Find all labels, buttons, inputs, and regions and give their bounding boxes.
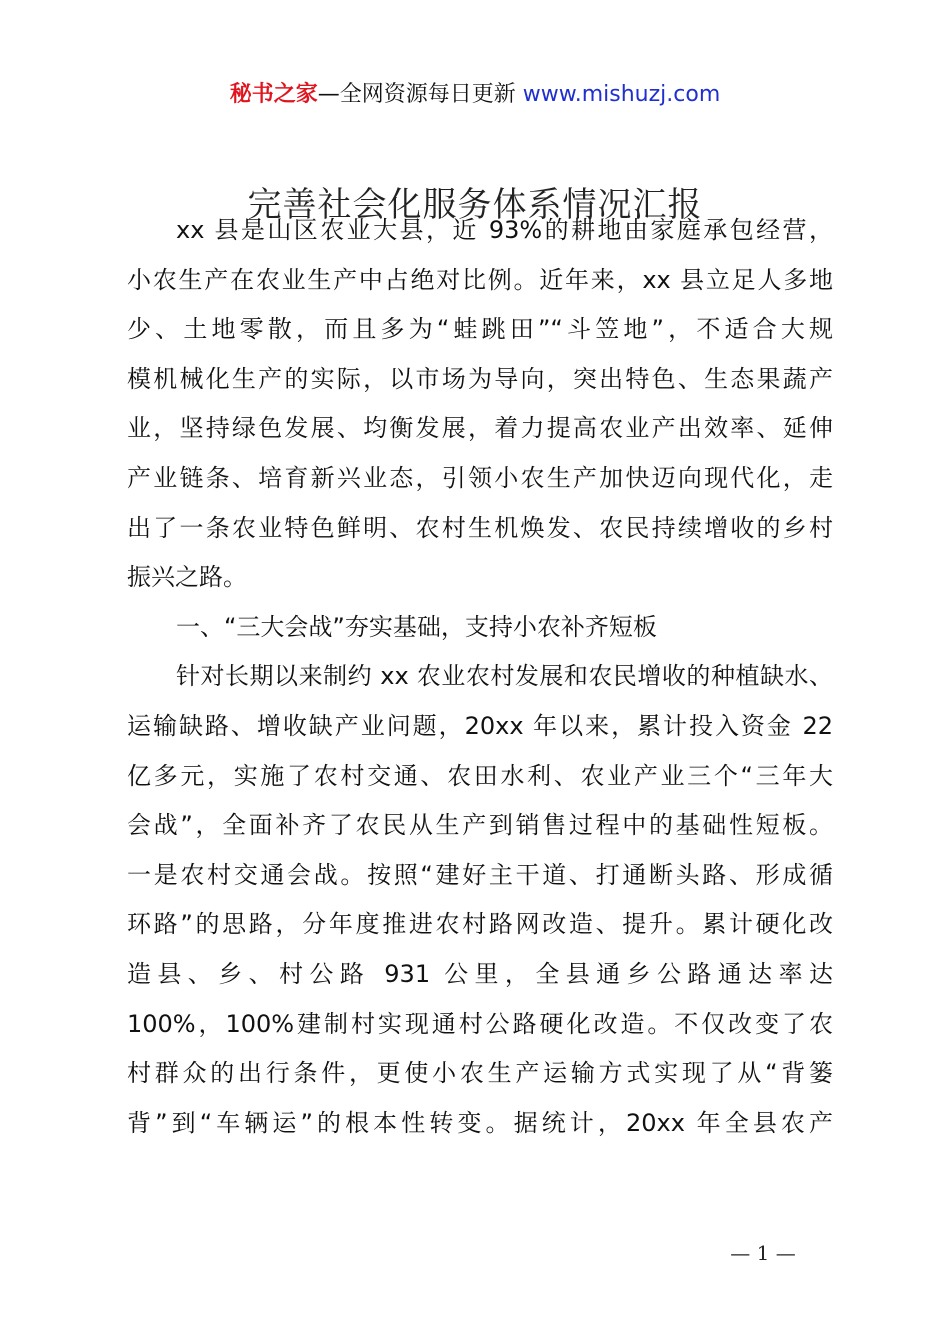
- section-heading: 一、“三大会战”夯实基础，支持小农补齐短板: [176, 612, 657, 641]
- paragraph-1-line: 振兴之路。: [127, 563, 247, 592]
- paragraph-2-line: 100%，100%建制村实现通村公路硬化改造。不仅改变了农: [127, 1009, 833, 1038]
- site-tagline: —全网资源每日更新: [317, 82, 516, 107]
- site-brand: 秘书之家: [229, 82, 318, 107]
- paragraph-2-line: 运输缺路、增收缺产业问题，20xx 年以来，累计投入资金 22: [127, 711, 833, 740]
- page-number: — 1 —: [730, 1241, 796, 1265]
- site-url-link[interactable]: www.mishuzj.com: [522, 82, 721, 107]
- paragraph-2-line: 一是农村交通会战。按照“建好主干道、打通断头路、形成循: [127, 860, 833, 889]
- paragraph-1-line: 业，坚持绿色发展、均衡发展，着力提高农业产出效率、延伸: [127, 414, 833, 443]
- paragraph-2-line: 环路”的思路，分年度推进农村路网改造、提升。累计硬化改: [127, 910, 833, 939]
- site-header: [0, 80, 950, 110]
- document-title: 完善社会化服务体系情况汇报: [247, 185, 703, 225]
- paragraph-1-line: 模机械化生产的实际，以市场为导向，突出特色、生态果蔬产: [127, 364, 833, 393]
- paragraph-2-line: 亿多元，实施了农村交通、农田水利、农业产业三个“三年大: [127, 761, 833, 790]
- paragraph-1-line: 产业链条、培育新兴业态，引领小农生产加快迈向现代化，走: [127, 463, 833, 492]
- paragraph-2-line: 村群众的出行条件，更使小农生产运输方式实现了从“背篓: [127, 1059, 833, 1088]
- paragraph-2-line: 会战”，全面补齐了农民从生产到销售过程中的基础性短板。: [127, 811, 833, 840]
- paragraph-1-line: 小农生产在农业生产中占绝对比例。近年来，xx 县立足人多地: [127, 265, 833, 294]
- paragraph-2-line: 背”到“车辆运”的根本性转变。据统计，20xx 年全县农产: [127, 1108, 833, 1137]
- paragraph-2-line: 造县、乡、村公路 931 公里，全县通乡公路通达率达: [127, 959, 833, 988]
- document-body: [127, 206, 833, 1148]
- paragraph-1-line: 出了一条农业特色鲜明、农村生机焕发、农民持续增收的乡村: [127, 513, 833, 542]
- paragraph-1-line: xx 县是山区农业大县，近 93%的耕地由家庭承包经营，: [176, 216, 833, 244]
- paragraph-1-line: 少、土地零散，而且多为“蛙跳田”“斗笠地”，不适合大规: [127, 315, 833, 344]
- paragraph-2-line: 针对长期以来制约 xx 农业农村发展和农民增收的种植缺水、: [176, 662, 833, 691]
